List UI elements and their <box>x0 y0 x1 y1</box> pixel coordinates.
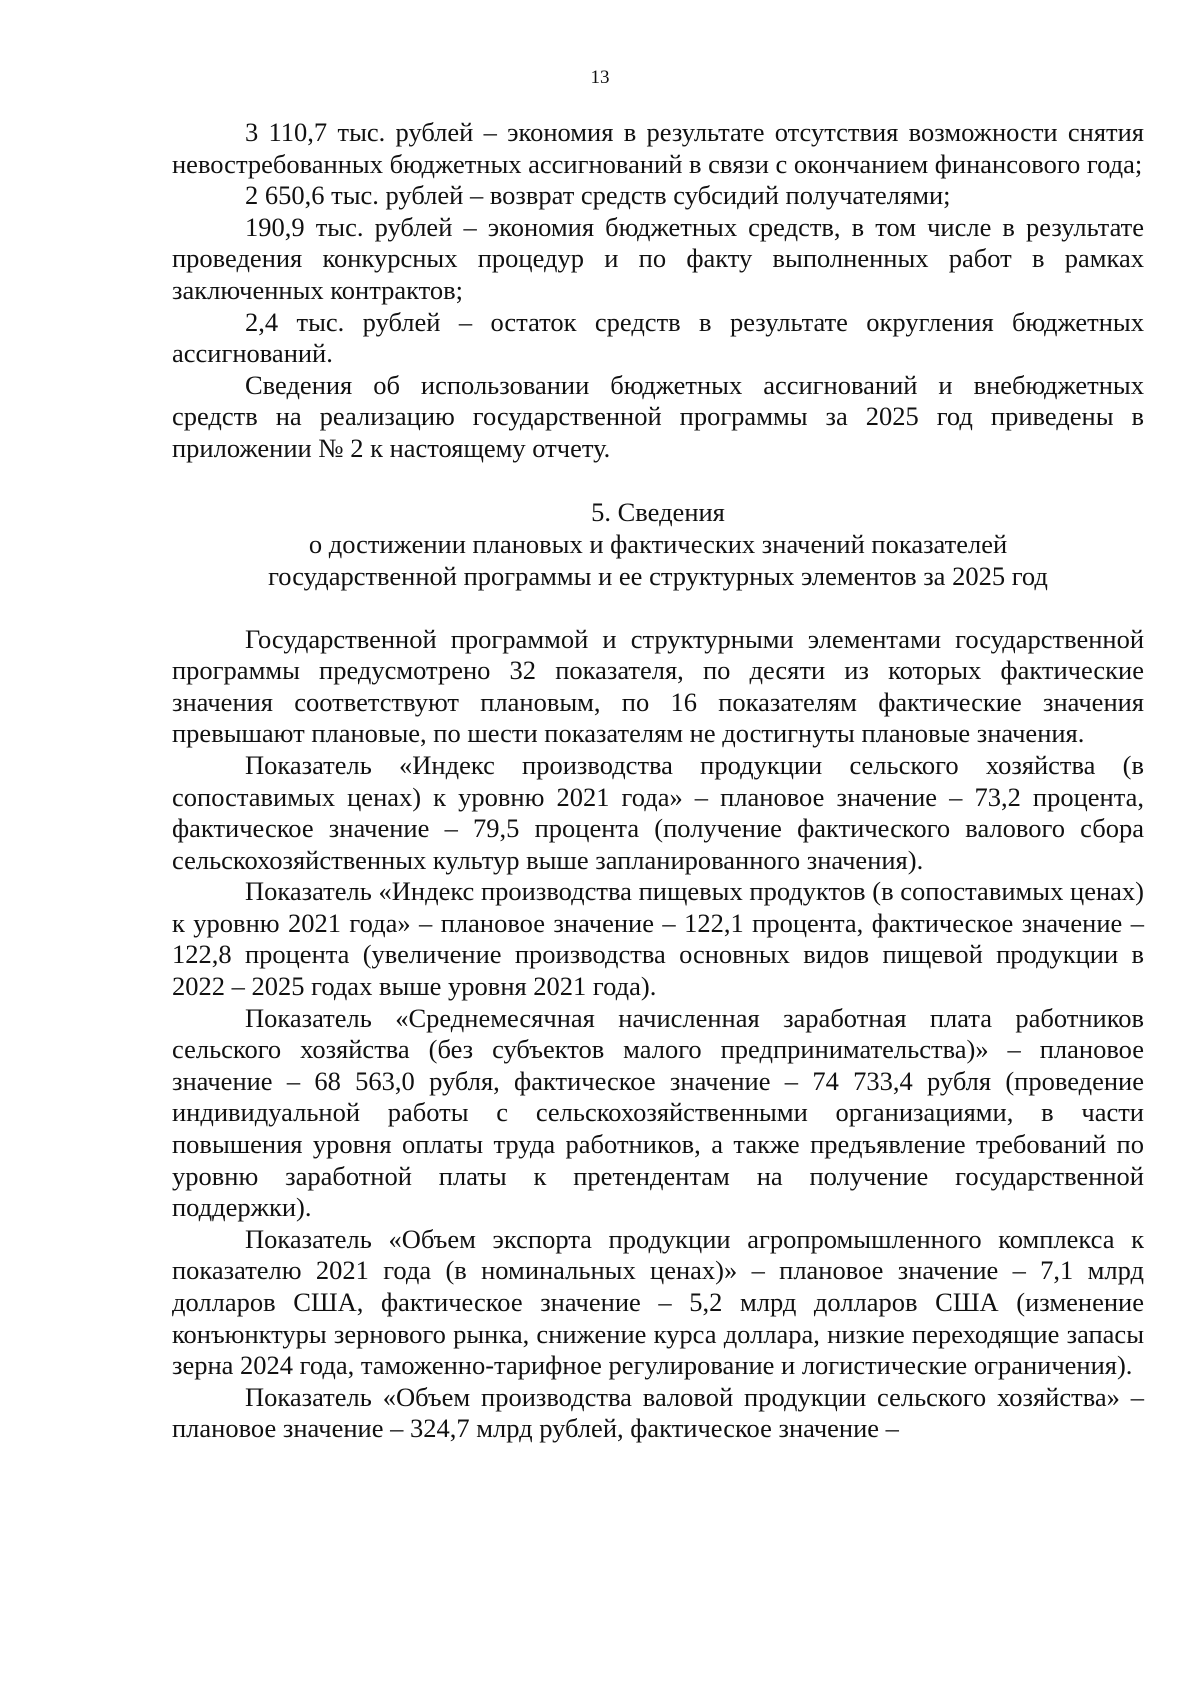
paragraph-indicators-summary: Государственной программой и структурными элементами государственной программы предусмотрено 32 показателя, по десяти из которых фактические значения соответствуют плановым, по 16 показателям фактические значения превышают плановые, по шести показателям не достигнуты плановые значения. <box>172 623 1144 749</box>
paragraph-average-wage: Показатель «Среднемесячная начисленная заработная плата работников сельского хозяйства (без субъектов малого предпринимательства)» – плановое значение – 68 563,0 рубля, фактическое значение – 74 733,4 рубля (проведение индивидуальной работы с сельскохозяйственными организациями, в части повышения уровня оплаты труда работников, а также предъявление требований по уровню заработной платы к претендентам на получение государственной поддержки). <box>172 1002 1144 1223</box>
page-number: 13 <box>590 67 610 88</box>
section-heading <box>172 496 1144 592</box>
paragraph-rounding-remainder: 2,4 тыс. рублей – остаток средств в результате округления бюджетных ассигнований. <box>172 306 1144 369</box>
paragraph-economy-3110: 3 110,7 тыс. рублей – экономия в результате отсутствия возможности снятия невостребованных бюджетных ассигнований в связи с окончанием финансового года; <box>172 117 1144 179</box>
section-heading-title: 5. Сведения <box>591 496 725 527</box>
paragraph-food-production-index: Показатель «Индекс производства пищевых продуктов (в сопоставимых ценах) к уровню 2021 года» – плановое значение – 122,1 процента, фактическое значение – 122,8 процента (увеличение производства основных видов пищевой продукции в 2022 – 2025 годах выше уровня 2021 года). <box>172 876 1144 1002</box>
paragraph-economy-190: 190,9 тыс. рублей – экономия бюджетных средств, в том числе в результате проведения конкурсных процедур и по факту выполненных работ в рамках заключенных контрактов; <box>172 211 1144 305</box>
section-heading-subtitle-line-1: о достижении плановых и фактических значений показателей <box>308 528 1008 559</box>
paragraph-agri-production-index: Показатель «Индекс производства продукции сельского хозяйства (в сопоставимых ценах) к уровню 2021 года» – плановое значение – 73,2 процента, фактическое значение – 79,5 процента (получение фактического валового сбора сельскохозяйственных культур выше запланированного значения). <box>172 749 1144 875</box>
paragraph-subsidy-return: 2 650,6 тыс. рублей – возврат средств субсидий получателями; <box>245 180 951 211</box>
section-heading-subtitle-line-2: государственной программы и ее структурных элементов за 2025 год <box>268 560 1048 591</box>
paragraph-export-volume: Показатель «Объем экспорта продукции агропромышленного комплекса к показателю 2021 года (в номинальных ценах)» – плановое значение – 7,1 млрд долларов США, фактическое значение – 5,2 млрд долларов США (изменение конъюнктуры зернового рынка, снижение курса доллара, низкие переходящие запасы зерна 2024 года, таможенно-тарифное регулирование и логистические ограничения). <box>172 1223 1144 1381</box>
paragraph-appendix-reference: Сведения об использовании бюджетных ассигнований и внебюджетных средств на реализацию государственной программы за 2025 год приведены в приложении № 2 к настоящему отчету. <box>172 369 1144 463</box>
document-body <box>172 117 1144 1445</box>
paragraph-gross-output: Показатель «Объем производства валовой продукции сельского хозяйства» – плановое значение – 324,7 млрд рублей, фактическое значение – <box>172 1381 1144 1444</box>
